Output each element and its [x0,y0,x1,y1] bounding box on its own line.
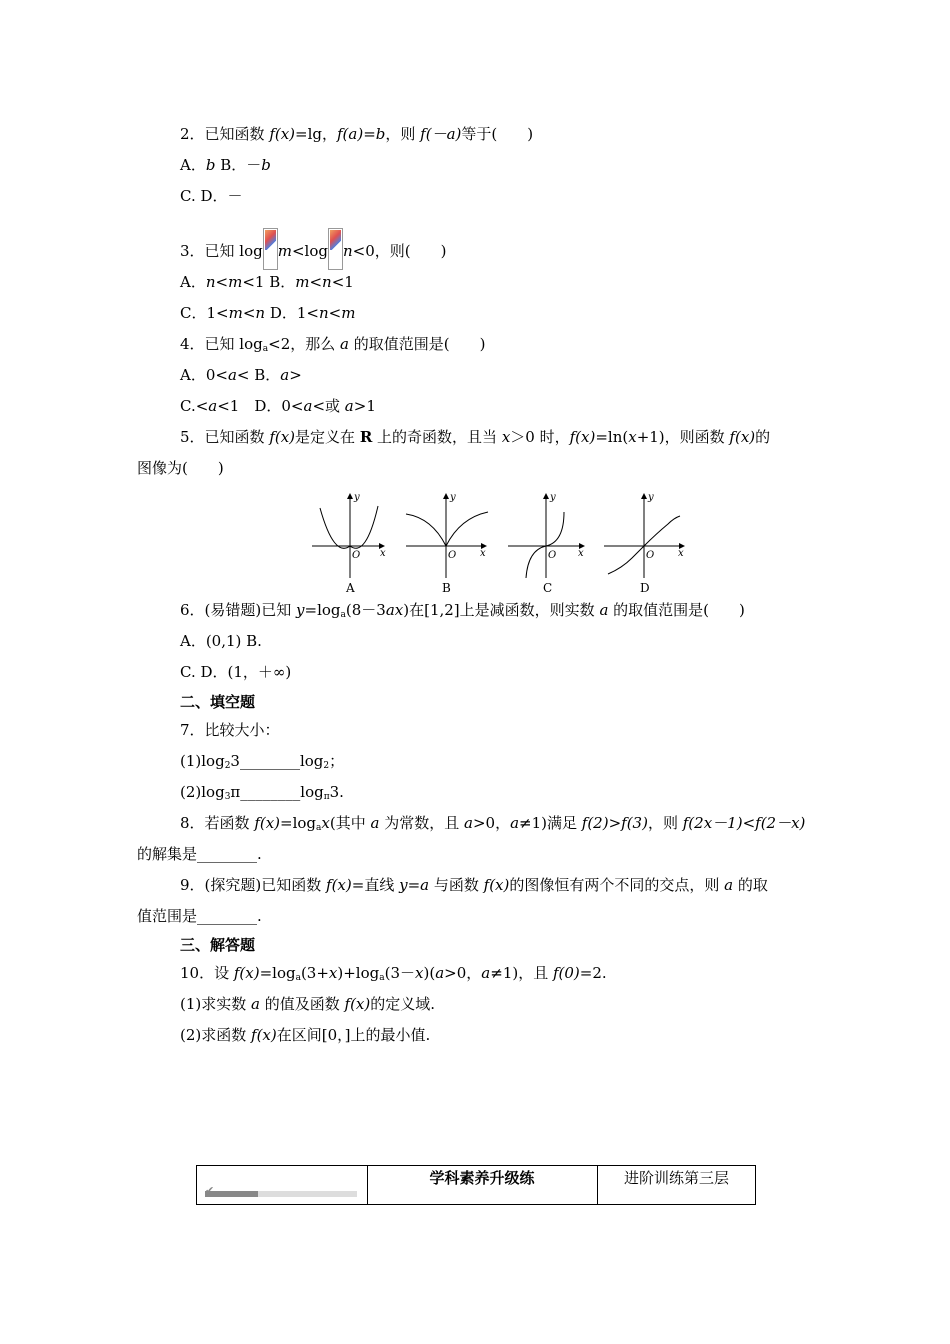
q4-stem: 4．已知 $\log_a<2$，那么 a 的取值范围是( ) [180,335,486,354]
axis-x-label: x [480,548,486,559]
q10-part2: (2)求函数 f(x)在区间[0，]上的最小值. [180,1026,431,1044]
graph-label-b: B [442,581,451,595]
axis-y-label: y [354,492,360,503]
section-answer: 三、解答题 [180,936,256,954]
section-fill-in: 二、填空题 [180,693,256,711]
q10-stem: 10．设 $f(x)=\log_a(3+x)+\log_a(3-x)(a>0$，a≠1)，且 f(0)=2. [180,964,607,983]
fraction-image-icon [263,228,278,270]
q3-options-cd: C．1<m<n D．1<n<m [180,304,356,322]
axis-y-label: y [648,492,654,503]
q4-options-ab: A．0<a< B．a> [180,366,302,384]
q8-stem-line2: 的解集是________. [137,845,262,863]
q6-stem: 6．(易错题)已知 $y=\log_a(8-3ax)$在[1,2]上是减函数，则实数 a 的取值范围是( ) [180,601,745,620]
q9-stem-line2: 值范围是________. [137,907,262,925]
banner-level: 进阶训练第三层 [623,1169,729,1187]
axis-y-label: y [450,492,456,503]
graph-label-d: D [640,581,650,595]
graph-a [312,492,386,595]
graph-b [406,492,488,595]
q7-stem: 7．比较大小： [180,721,280,739]
axis-x-label: x [380,548,386,559]
q4-options-cd: C.<a<1 D．0<a<或 a>1 [180,397,376,415]
progress-bar [205,1191,357,1197]
graph-d [604,492,684,595]
q6-options-cd: C. D．(1，＋∞) [180,663,292,681]
q5-graphs [306,488,686,598]
q10-part1: (1)求实数 a 的值及函数 f(x)的定义域. [180,995,436,1013]
q8-stem-line1: 8．若函数 $f(x)=\log_ax$(其中 a 为常数，且 a>0，a≠1)满足 f(2)>f(3)，则 f(2x－1)<f(2－x) [180,814,806,833]
q3-options-ab: A．n<m<1 B．m<n<1 [180,273,354,291]
origin-label: O [352,550,361,561]
q2-options-ab: A．b B．－b [180,156,271,174]
q9-stem-line1: 9．(探究题)已知函数 f(x)=直线 y=a 与函数 f(x)的图像恒有两个不同的交点，则 a 的取 [180,876,768,894]
progress-fill [205,1191,258,1197]
graph-label-c: C [543,581,553,595]
axis-x-label: x [678,548,684,559]
origin-label: O [646,550,655,561]
banner-title: 学科素养升级练 [367,1166,598,1204]
progress-cell [197,1166,368,1204]
level-banner [196,1165,756,1205]
axis-y-label: y [550,492,556,503]
graph-label-a: A [346,581,355,595]
axis-x-label: x [578,548,584,559]
origin-label: O [448,550,457,561]
q2-options-cd: C. D．－ [180,187,243,205]
q5-stem-line1: 5．已知函数 f(x)是定义在 R 上的奇函数，且当 x＞0 时，f(x)=ln(x+1)，则函数 f(x)的 [180,428,771,446]
q6-options-ab: A．(0,1) B. [180,632,262,650]
q7-part2: $(2)\log_3\pi\_\_\_\_\_\_\_\_\log_\pi 3$. [180,783,344,802]
q7-part1: $(1)\log_23\_\_\_\_\_\_\_\_\log_2$； [180,752,345,771]
origin-label: O [548,550,557,561]
q5-stem-line2: 图像为( ) [137,459,224,477]
q3-stem: 3．已知 log m<log n<0，则( ) [180,228,446,270]
q2-stem: 2．已知函数 f(x)=lg，f(a)=b，则 f(－a)等于( ) [180,125,534,143]
fraction-image-icon [328,228,343,270]
graph-c [508,492,584,595]
